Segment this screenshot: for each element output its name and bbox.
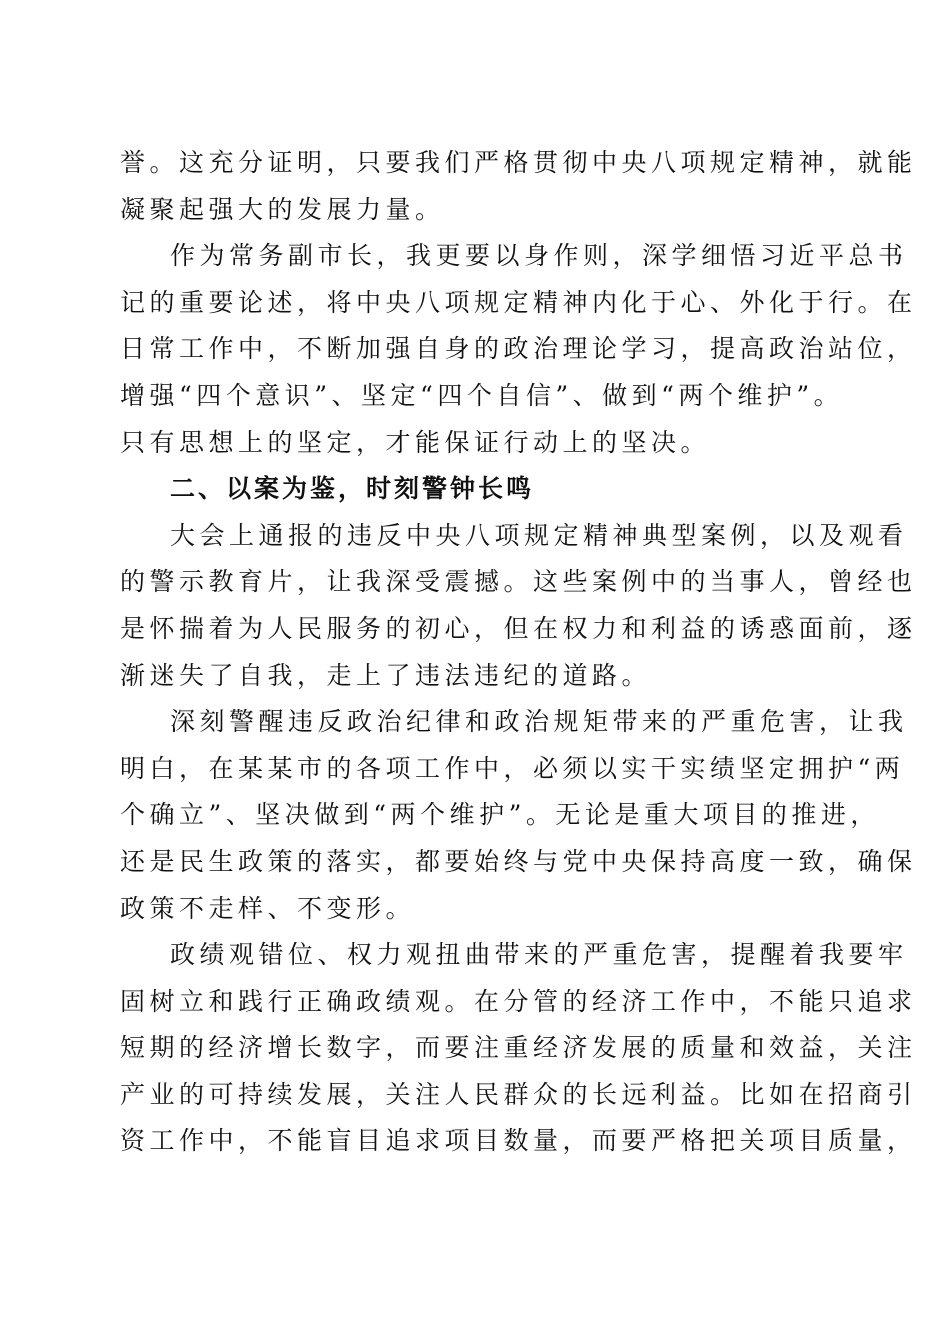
paragraph-line: 日常工作中，不断加强自身的政治理论学习，提高政治站位，: [120, 334, 917, 364]
paragraph-line: 作为常务副市长，我更要以身作则，深学细悟习近平总书: [170, 241, 908, 271]
paragraph-line: 记的重要论述，将中央八项规定精神内化于心、外化于行。在: [120, 287, 917, 317]
paragraph-line: 短期的经济增长数字，而要注重经济发展的质量和效益，关注: [120, 1033, 917, 1063]
paragraph-line: 渐迷失了自我，走上了违法违纪的道路。: [120, 660, 652, 690]
paragraph-line: 还是民生政策的落实，都要始终与党中央保持高度一致，确保: [120, 846, 917, 876]
paragraph-line: 政策不走样、不变形。: [120, 893, 416, 923]
document-body: [120, 140, 917, 1165]
paragraph-line: 是怀揣着为人民服务的初心，但在权力和利益的诱惑面前，逐: [120, 613, 917, 643]
paragraph-line: 大会上通报的违反中央八项规定精神典型案例，以及观看: [170, 520, 908, 550]
section-heading: 二、以案为鉴，时刻警钟长鸣: [170, 474, 535, 504]
paragraph-line: 凝聚起强大的发展力量。: [120, 194, 445, 224]
paragraph-line: 深刻警醒违反政治纪律和政治规矩带来的严重危害，让我: [170, 707, 908, 737]
paragraph-line: 誉。这充分证明，只要我们严格贯彻中央八项规定精神，就能: [120, 148, 917, 177]
paragraph-line: 产业的可持续发展，关注人民群众的长远利益。比如在招商引: [120, 1079, 917, 1109]
paragraph-line: 政绩观错位、权力观扭曲带来的严重危害，提醒着我要牢: [170, 940, 908, 970]
paragraph-line: 只有思想上的坚定，才能保证行动上的坚决。: [120, 427, 711, 457]
paragraph-line: 增强“四个意识”、坚定“四个自信”、做到“两个维护”。: [120, 380, 844, 410]
paragraph-line: 个确立”、坚决做到“两个维护”。无论是重大项目的推进，: [120, 800, 880, 830]
paragraph-line: 资工作中，不能盲目追求项目数量，而要严格把关项目质量，: [120, 1126, 917, 1156]
paragraph-line: 的警示教育片，让我深受震撼。这些案例中的当事人，曾经也: [120, 567, 917, 597]
paragraph-line: 明白，在某某市的各项工作中，必须以实干实绩坚定拥护“两: [120, 753, 905, 783]
paragraph-line: 固树立和践行正确政绩观。在分管的经济工作中，不能只追求: [120, 986, 917, 1016]
